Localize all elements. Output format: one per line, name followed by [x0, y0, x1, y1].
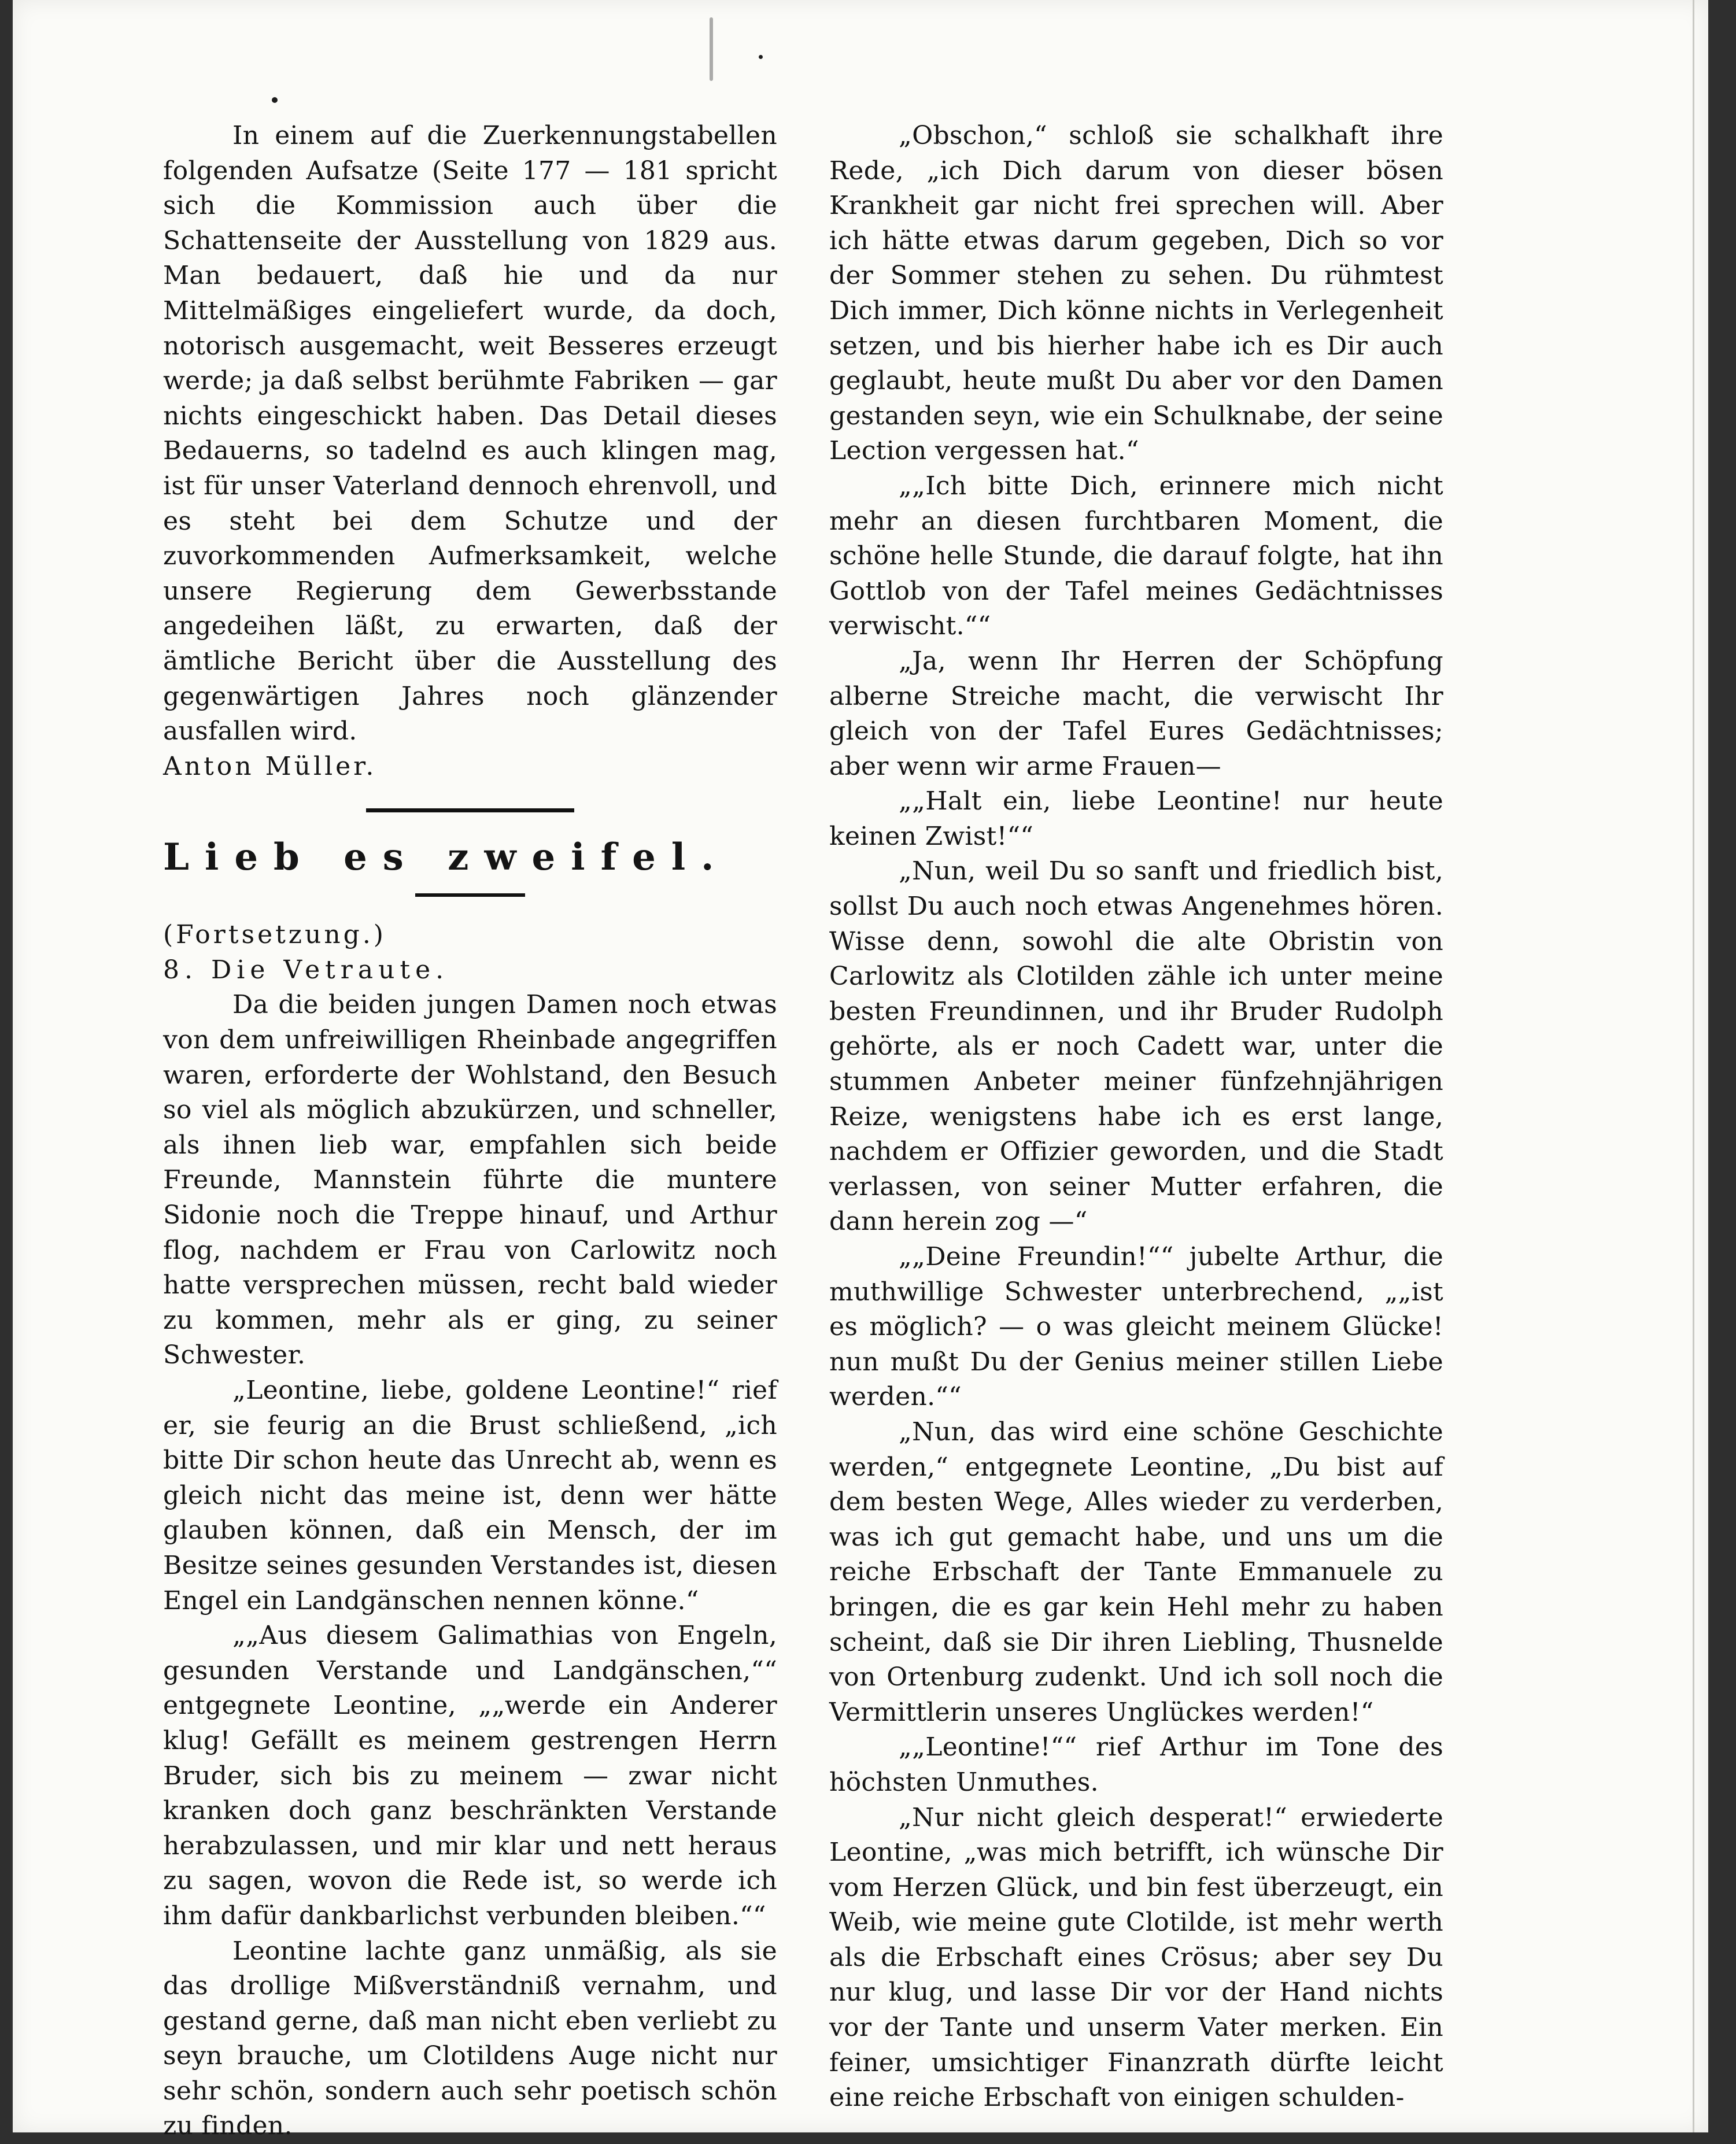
story-paragraph: „Leontine, liebe, goldene Leontine!“ rief er, sie feurig an die Brust schließend, „ich bitte Dir schon heute das Unrecht ab, wenn es gleich nicht das meine ist, denn wer hätte glauben können, daß ein Mensch, der im Besitze seines gesunden Verstandes ist, diesen Engel ein Landgänschen nennen könne.“	[163, 1373, 777, 1618]
story-paragraph: Da die beiden jungen Damen noch etwas von dem unfreiwilligen Rheinbade angegriffen waren, erforderte der Wohlstand, den Besuch so viel als möglich abzukürzen, und schneller, als ihnen lieb war, empfahlen sich beide Freunde, Mannstein führte die muntere Sidonie noch die Treppe hinauf, und Arthur flog, nachdem er Frau von Carlowitz noch hatte versprechen müssen, recht bald wieder zu kommen, mehr als er ging, zu seiner Schwester.	[163, 988, 777, 1373]
ink-dot	[272, 97, 278, 103]
chapter-heading: 8. Die Vetraute.	[163, 953, 777, 988]
title-underline	[415, 893, 525, 897]
page-edge	[1693, 0, 1694, 2132]
right-column	[829, 119, 1443, 2116]
story-paragraph: „„Aus diesem Galimathias von Engeln, gesunden Verstande und Landgänschen,““ entgegnete Leontine, „„werde ein Anderer klug! Gefällt es meinem gestrengen Herrn Bruder, sich bis zu meinem — zwar nicht kranken doch ganz beschränkten Verstande herabzulassen, und mir klar und nett heraus zu sagen, wovon die Rede ist, so werde ich ihm dafür dankbarlichst verbunden bleiben.““	[163, 1618, 777, 1934]
story-title: Lieb es zweifel.	[163, 834, 777, 881]
story-paragraph: „Nun, weil Du so sanft und friedlich bist, sollst Du auch noch etwas Angenehmes hören. Wisse denn, sowohl die alte Obristin von Carlowitz als Clotilden zähle ich unter meine besten Freundinnen, und ihr Bruder Rudolph gehörte, als er noch Cadett war, unter die stummen Anbeter meiner fünfzehnjährigen Reize, wenigstens habe ich es erst lange, nachdem er Offizier geworden, und die Stadt verlassen, von seiner Mutter erfahren, die dann herein zog —“	[829, 854, 1443, 1240]
story-paragraph: Leontine lachte ganz unmäßig, als sie das drollige Mißverständniß vernahm, und gestand gerne, daß man nicht eben verliebt zu seyn brauche, um Clotildens Auge nicht nur sehr schön, sondern auch sehr poetisch schön zu finden.	[163, 1934, 777, 2144]
binding-mark	[710, 17, 713, 81]
story-paragraph: „„Deine Freundin!““ jubelte Arthur, die muthwillige Schwester unterbrechend, „„ist es möglich? — o was gleicht meinem Glücke! nun mußt Du der Genius meiner stillen Liebe werden.““	[829, 1240, 1443, 1415]
story-paragraph: „„Ich bitte Dich, erinnere mich nicht mehr an diesen furchtbaren Moment, die schöne helle Stunde, die darauf folgte, hat ihn Gottlob von der Tafel meines Gedächtnisses verwischt.““	[829, 469, 1443, 644]
author-signature: Anton Müller.	[163, 749, 777, 785]
story-paragraph: „Nur nicht gleich desperat!“ erwiederte Leontine, „was mich betrifft, ich wünsche Dir vom Herzen Glück, und bin fest überzeugt, ein Weib, wie meine gute Clotilde, ist mehr werth als die Erbschaft eines Crösus; aber sey Du nur klug, und lasse Dir vor der Hand nichts vor der Tante und unserm Vater merken. Ein feiner, umsichtiger Finanzrath dürfte leicht eine reiche Erbschaft von einigen schulden-	[829, 1801, 1443, 2116]
left-column	[163, 119, 777, 2144]
scanned-page	[13, 0, 1708, 2132]
story-paragraph: „Nun, das wird eine schöne Geschichte werden,“ entgegnete Leontine, „Du bist auf dem besten Wege, Alles wieder zu verderben, was ich gut gemacht habe, und uns um die reiche Erbschaft der Tante Emmanuele zu bringen, die es gar kein Hehl mehr zu haben scheint, daß sie Dir ihren Liebling, Thusnelde von Ortenburg zudenkt. Und ich soll noch die Vermittlerin unseres Unglückes werden!“	[829, 1415, 1443, 1730]
story-paragraph: „Ja, wenn Ihr Herren der Schöpfung alberne Streiche macht, die verwischt Ihr gleich von der Tafel Eures Gedächtnisses; aber wenn wir arme Frauen—	[829, 644, 1443, 784]
story-paragraph: „„Halt ein, liebe Leontine! nur heute keinen Zwist!““	[829, 784, 1443, 854]
story-paragraph: „Obschon,“ schloß sie schalkhaft ihre Rede, „ich Dich darum von dieser bösen Krankheit gar nicht frei sprechen will. Aber ich hätte etwas darum gegeben, Dich so vor der Sommer stehen zu sehen. Du rühmtest Dich immer, Dich könne nichts in Verlegenheit setzen, und bis hierher habe ich es Dir auch geglaubt, heute mußt Du aber vor den Damen gestanden seyn, wie ein Schulknabe, der seine Lection vergessen hat.“	[829, 119, 1443, 469]
story-paragraph: „„Leontine!““ rief Arthur im Tone des höchsten Unmuthes.	[829, 1730, 1443, 1800]
ink-dot	[759, 55, 763, 59]
intro-paragraph: In einem auf die Zuerkennungstabellen folgenden Aufsatze (Seite 177 — 181 spricht sich die Kommission auch über die Schattenseite der Ausstellung von 1829 aus. Man bedauert, daß hie und da nur Mittelmäßiges eingeliefert wurde, da doch, notorisch ausgemacht, weit Besseres erzeugt werde; ja daß selbst berühmte Fabriken — gar nichts eingeschickt haben. Das Detail dieses Bedauerns, so tadelnd es auch klingen mag, ist für unser Vaterland dennoch ehrenvoll, und es steht bei dem Schutze und der zuvorkommenden Aufmerksamkeit, welche unsere Regierung dem Gewerbsstande angedeihen läßt, zu erwarten, daß der ämtliche Bericht über die Ausstellung des gegenwärtigen Jahres noch glänzender ausfallen wird.	[163, 119, 777, 749]
section-divider	[366, 808, 574, 812]
continuation-label: (Fortsetzung.)	[163, 918, 777, 953]
